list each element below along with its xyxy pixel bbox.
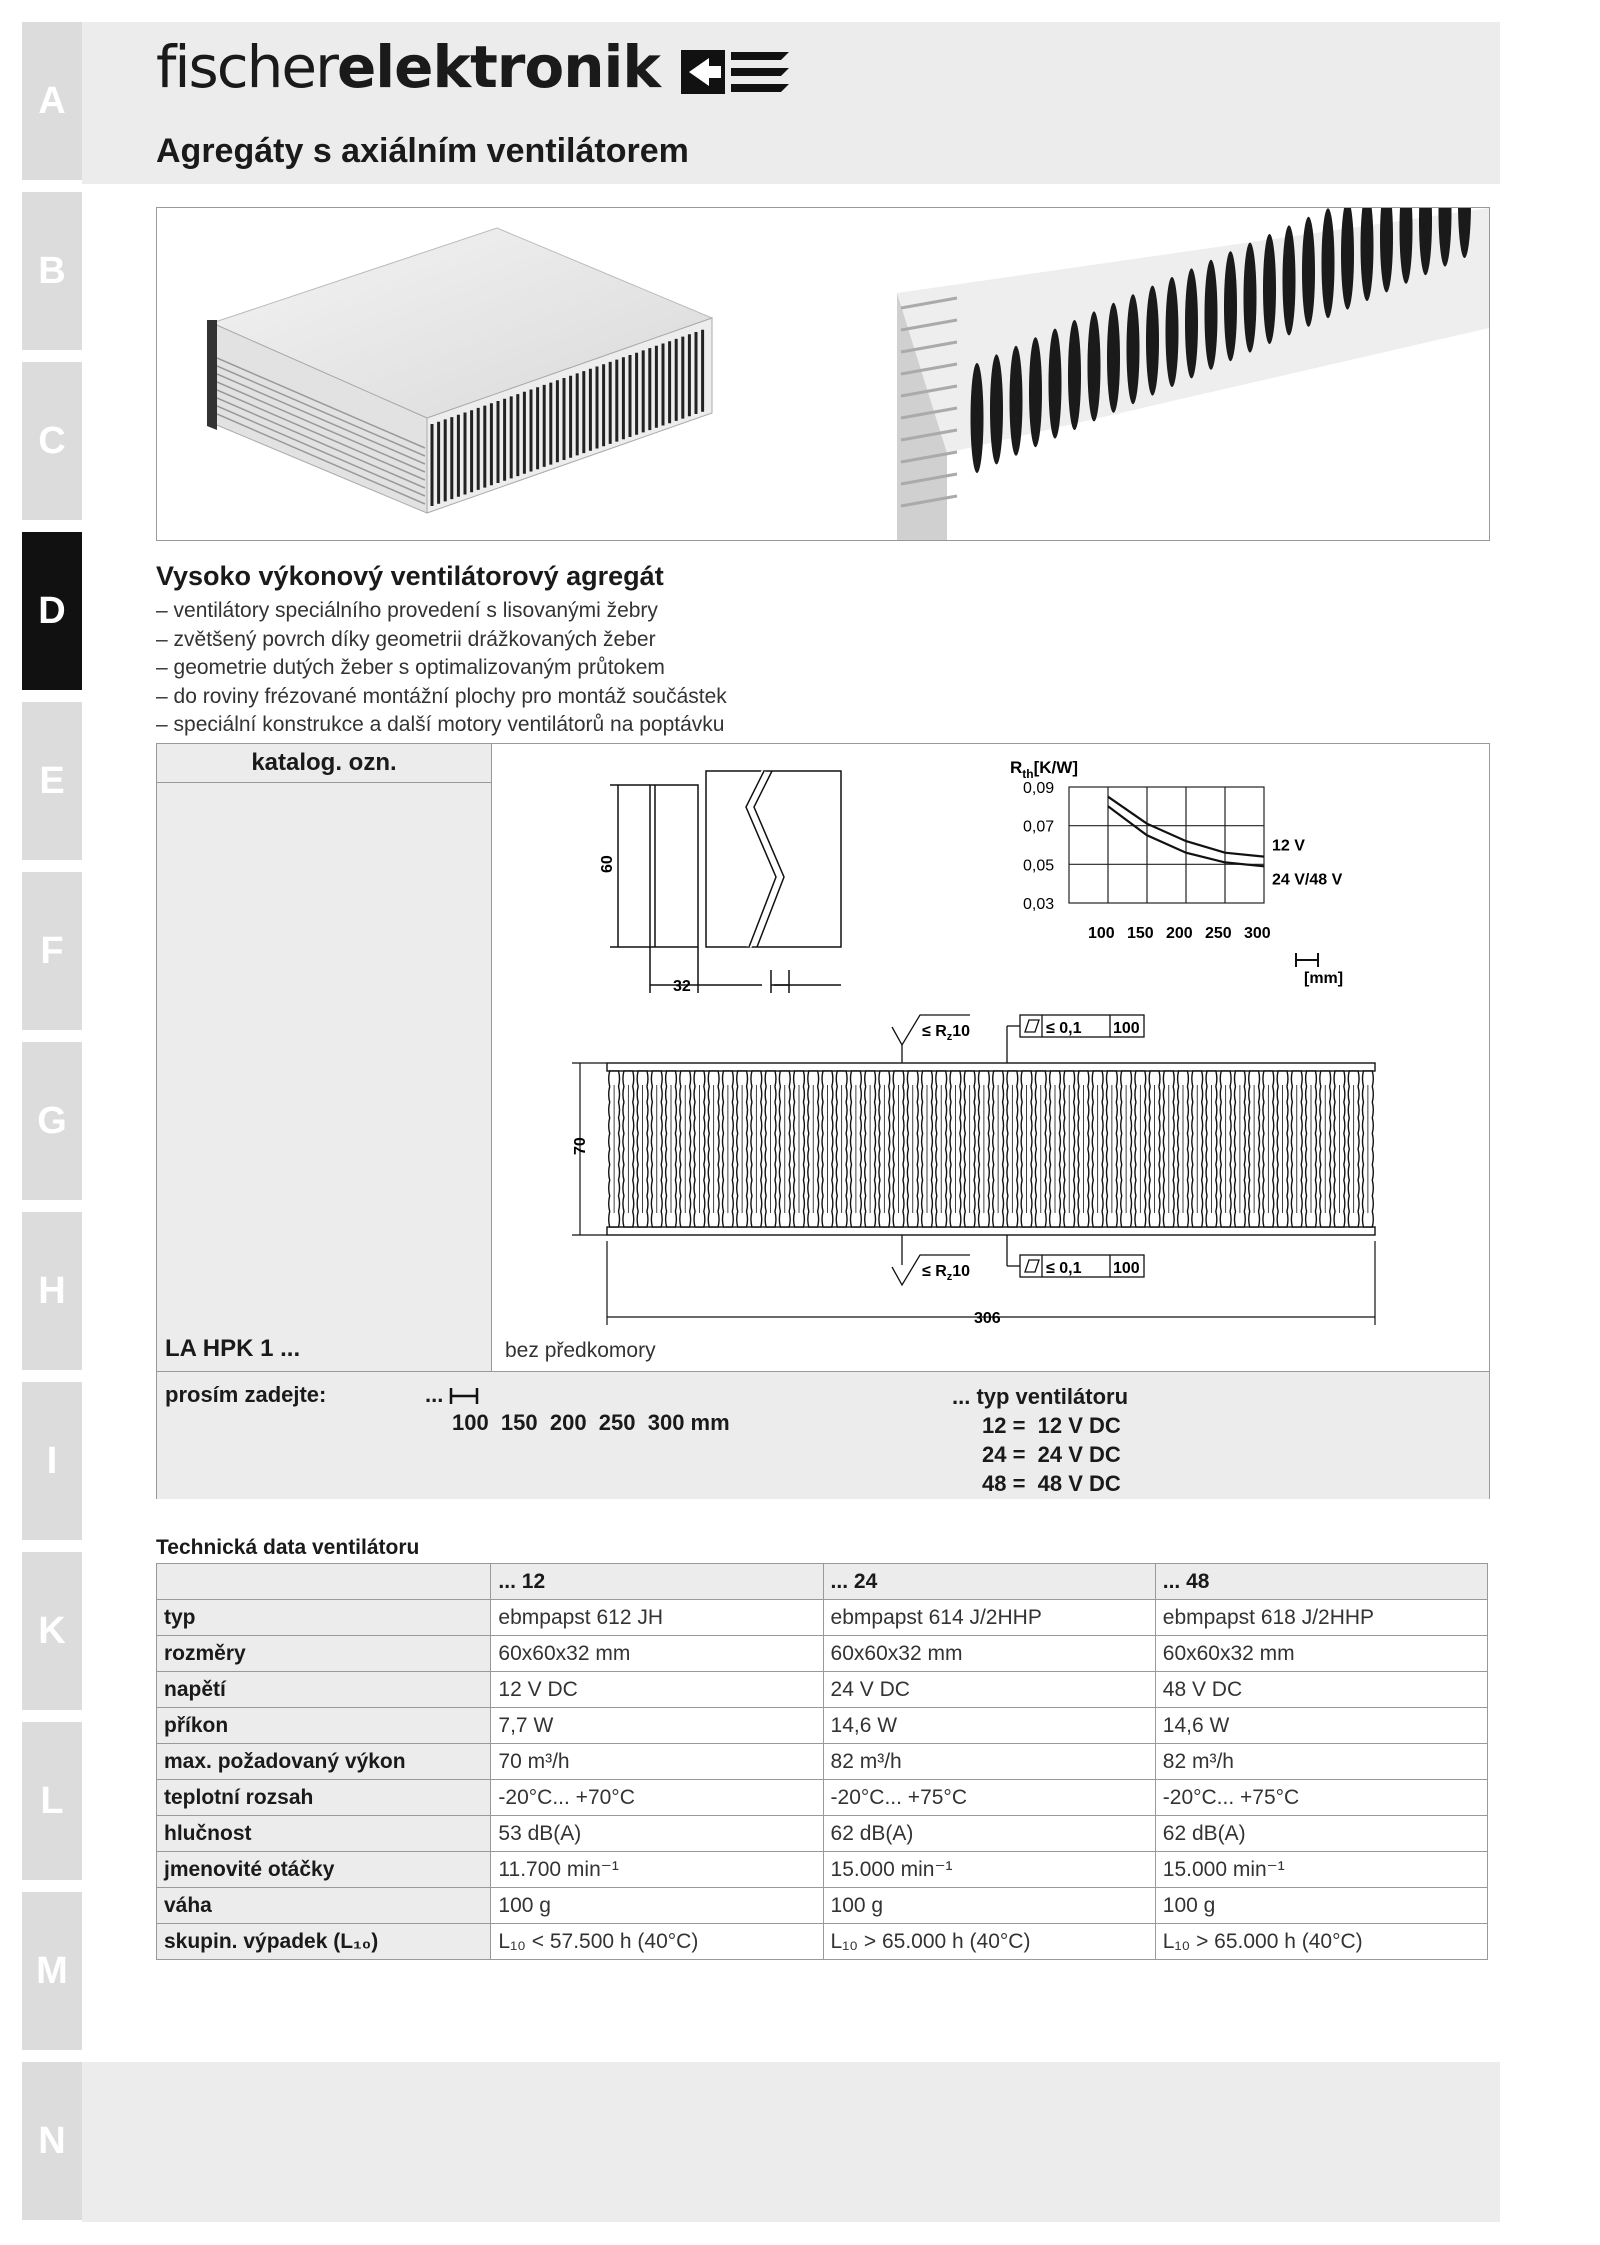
table-cell: ebmpapst 618 J/2HHP	[1155, 1600, 1487, 1636]
photo-fin	[1166, 277, 1179, 387]
product-image	[157, 208, 1489, 540]
fan-type-label: ... typ ventilátoru	[952, 1384, 1129, 1409]
table-cell: 70 m³/h	[491, 1744, 823, 1780]
table-row	[157, 1816, 1488, 1852]
photo-fin	[1127, 294, 1140, 404]
table-cell: 24 V DC	[823, 1672, 1155, 1708]
feature-item: – zvětšený povrch díky geometrii drážkovaných žeber	[156, 627, 656, 651]
photo-fin	[1185, 268, 1198, 378]
table-row	[157, 1636, 1488, 1672]
variant-label: bez předkomory	[505, 1339, 656, 1362]
flatness-len-bottom: 100	[1113, 1260, 1140, 1277]
flatness-len-top: 100	[1113, 1020, 1140, 1037]
series-label: 24 V/48 V	[1272, 871, 1343, 889]
table-cell: L₁₀ > 65.000 h (40°C)	[823, 1924, 1155, 1960]
model-name: LA HPK 1 ...	[165, 1335, 301, 1362]
tech-data-title: Technická data ventilátoru	[156, 1536, 420, 1559]
table-cell: 11.700 min⁻¹	[491, 1852, 823, 1888]
table-cell: 100 g	[491, 1888, 823, 1924]
footer-band	[82, 2062, 1500, 2222]
x-tick-label: 100	[1088, 925, 1115, 942]
page-title: Agregáty s axiálním ventilátorem	[156, 132, 689, 170]
table-cell: 100 g	[1155, 1888, 1487, 1924]
table-row	[157, 1780, 1488, 1816]
length-arrow-icon	[449, 1387, 479, 1405]
dim-70: 70	[572, 1137, 589, 1155]
table-cell: L₁₀ > 65.000 h (40°C)	[1155, 1924, 1487, 1960]
table-cell: 14,6 W	[1155, 1708, 1487, 1744]
roughness-label-top: ≤ $R_z10$	[922, 1023, 971, 1043]
product-photo	[156, 207, 1490, 541]
order-lengths	[452, 1410, 730, 1436]
table-row	[157, 1852, 1488, 1888]
technical-drawing	[492, 745, 1488, 1371]
rth-chart	[1010, 758, 1343, 987]
tab-e[interactable]: E	[22, 702, 82, 860]
photo-fin	[1283, 225, 1296, 335]
column-header: ... 48	[1155, 1564, 1487, 1600]
order-label: prosím zadejte:	[165, 1382, 327, 1407]
product-title: Vysoko výkonový ventilátorový agregát	[156, 561, 664, 591]
dim-60: 60	[599, 855, 616, 873]
table-cell: 62 dB(A)	[823, 1816, 1155, 1852]
table-cell: 82 m³/h	[1155, 1744, 1487, 1780]
table-cell: 7,7 W	[491, 1708, 823, 1744]
table-cell: 60x60x32 mm	[823, 1636, 1155, 1672]
fan-type-list	[952, 1382, 1128, 1498]
row-label: rozměry	[157, 1636, 491, 1672]
table-cell: 62 dB(A)	[1155, 1816, 1487, 1852]
row-label: příkon	[157, 1708, 491, 1744]
fan-type-item: 24 = 24 V DC	[982, 1442, 1121, 1467]
sidebar-tabs	[22, 22, 82, 2232]
tab-a[interactable]: A	[22, 22, 82, 180]
table-row	[157, 1708, 1488, 1744]
table-header-row	[157, 1564, 1488, 1600]
row-label: váha	[157, 1888, 491, 1924]
photo-fin	[1224, 251, 1237, 361]
flatness-tol-bottom: ≤ 0,1	[1046, 1260, 1082, 1277]
order-lengths-text: 100 150 200 250 300 mm	[452, 1410, 730, 1435]
fan-type-item: 12 = 12 V DC	[982, 1413, 1121, 1438]
table-cell: 60x60x32 mm	[491, 1636, 823, 1672]
photo-fin	[1322, 208, 1335, 318]
photo-fin	[1088, 311, 1101, 421]
tab-h[interactable]: H	[22, 1212, 82, 1370]
brand-part2: elektronik	[336, 33, 660, 101]
tab-m[interactable]: M	[22, 1892, 82, 2050]
column-header: ... 12	[491, 1564, 823, 1600]
photo-fin	[1263, 234, 1276, 344]
dim-306: 306	[974, 1310, 1001, 1327]
row-label: hlučnost	[157, 1816, 491, 1852]
feature-list	[156, 597, 727, 740]
photo-fin	[1146, 286, 1159, 396]
tab-d[interactable]: D	[22, 532, 82, 690]
table-cell: 82 m³/h	[823, 1744, 1155, 1780]
dim-32: 32	[673, 978, 691, 995]
row-label: typ	[157, 1600, 491, 1636]
y-tick-label: 0,09	[1023, 780, 1055, 797]
table-cell: 12 V DC	[491, 1672, 823, 1708]
table-cell: -20°C... +75°C	[1155, 1780, 1487, 1816]
feature-item: – geometrie dutých žeber s optimalizovaným průtokem	[156, 656, 665, 679]
row-label: napětí	[157, 1672, 491, 1708]
table-cell: L₁₀ < 57.500 h (40°C)	[491, 1924, 823, 1960]
table-row	[157, 1744, 1488, 1780]
feature-item: – do roviny frézované montážní plochy pro montáž součástek	[156, 684, 727, 708]
photo-fin	[1029, 337, 1042, 447]
table-cell: 60x60x32 mm	[1155, 1636, 1487, 1672]
table-cell: -20°C... +70°C	[491, 1780, 823, 1816]
y-tick-label: 0,03	[1023, 896, 1055, 913]
table-cell: ebmpapst 614 J/2HHP	[823, 1600, 1155, 1636]
table-row	[157, 1888, 1488, 1924]
table-cell: 100 g	[823, 1888, 1155, 1924]
x-tick-label: 200	[1166, 925, 1193, 942]
feature-item: – speciální konstrukce a další motory ventilátorů na poptávku	[156, 713, 725, 736]
tab-l[interactable]: L	[22, 1722, 82, 1880]
photo-fin	[1068, 320, 1081, 430]
table-cell: 53 dB(A)	[491, 1816, 823, 1852]
tab-i[interactable]: I	[22, 1382, 82, 1540]
photo-fin	[1010, 346, 1023, 456]
column-header: ... 24	[823, 1564, 1155, 1600]
table-cell: 48 V DC	[1155, 1672, 1487, 1708]
tab-g[interactable]: G	[22, 1042, 82, 1200]
photo-fin	[990, 354, 1003, 464]
order-prefix-text: ...	[425, 1382, 444, 1407]
tab-c[interactable]: C	[22, 362, 82, 520]
photo-fin	[1107, 303, 1120, 413]
row-label: teplotní rozsah	[157, 1780, 491, 1816]
side-view	[610, 771, 841, 993]
y-tick-label: 0,05	[1023, 857, 1055, 875]
photo-fin	[1302, 217, 1315, 327]
table-cell: ebmpapst 612 JH	[491, 1600, 823, 1636]
chart-ylabel: $R_{th}[K/W]$	[1010, 758, 1078, 781]
base-plate-bottom	[607, 1227, 1375, 1235]
row-label: max. požadovaný výkon	[157, 1744, 491, 1780]
x-tick-label: 250	[1205, 925, 1232, 942]
chart-xunit: [mm]	[1304, 970, 1344, 987]
fan-type-item: 48 = 48 V DC	[982, 1471, 1121, 1496]
table-row	[157, 1924, 1488, 1960]
base-plate-top	[607, 1063, 1375, 1071]
tab-n[interactable]: N	[22, 2062, 82, 2220]
x-tick-label: 150	[1127, 925, 1154, 942]
row-label: skupin. výpadek (L₁₀)	[157, 1924, 491, 1960]
spec-box	[156, 743, 1490, 1499]
tab-k[interactable]: K	[22, 1552, 82, 1710]
table-cell: -20°C... +75°C	[823, 1780, 1155, 1816]
y-tick-label: 0,07	[1023, 818, 1055, 836]
table-row	[157, 1672, 1488, 1708]
series-label: 12 V	[1272, 837, 1305, 855]
roughness-label-bottom: ≤ $R_z10$	[922, 1263, 971, 1283]
table-cell: 15.000 min⁻¹	[1155, 1852, 1487, 1888]
row-label: jmenovité otáčky	[157, 1852, 491, 1888]
photo-fin	[1205, 260, 1218, 370]
photo-fin	[1049, 329, 1062, 439]
feature-item: – ventilátory speciálního provedení s lisovanými žebry	[156, 599, 658, 622]
brand-mark-icon	[681, 46, 791, 98]
fin-profile	[572, 1015, 1375, 1327]
table-cell: 15.000 min⁻¹	[823, 1852, 1155, 1888]
catalog-header: katalog. ozn.	[157, 744, 491, 783]
length-arrow-icon	[1296, 953, 1318, 967]
order-row	[157, 1371, 1489, 1499]
catalog-column	[157, 744, 492, 1371]
x-tick-label: 300	[1244, 925, 1271, 942]
table-row	[157, 1600, 1488, 1636]
photo-fin	[1244, 243, 1257, 353]
tab-f[interactable]: F	[22, 872, 82, 1030]
table-cell: 14,6 W	[823, 1708, 1155, 1744]
photo-fin	[971, 363, 984, 473]
table-header-empty	[157, 1564, 491, 1600]
brand-logo	[156, 33, 791, 101]
brand-part1: fischer	[156, 33, 337, 101]
tab-b[interactable]: B	[22, 192, 82, 350]
tech-data-table	[156, 1563, 1488, 1960]
flatness-tol-top: ≤ 0,1	[1046, 1020, 1082, 1037]
order-prefix	[425, 1382, 479, 1408]
